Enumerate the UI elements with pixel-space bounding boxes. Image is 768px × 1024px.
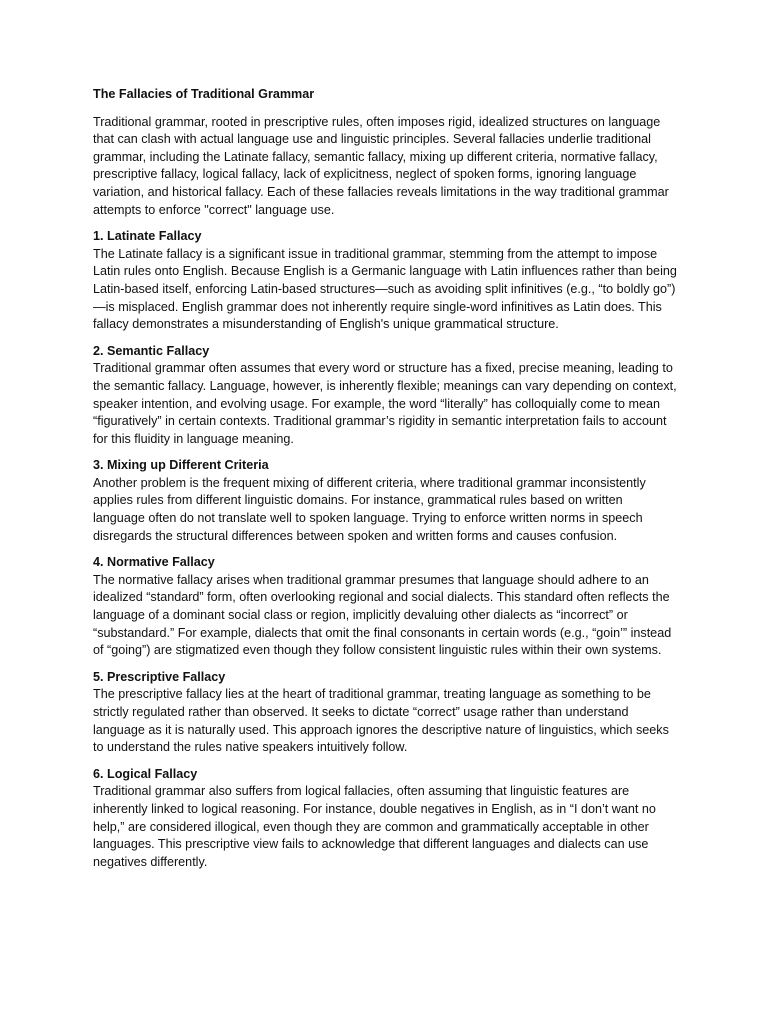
section-body: Another problem is the frequent mixing of different criteria, where traditional grammar inconsistently applies rules from different linguistic domains. For instance, grammatical rules based on written language often do not translate well to spoken language. Trying to enforce written norms in speech disregards the structural differences between spoken and written forms and causes confusion.	[93, 475, 646, 543]
section-heading: 6. Logical Fallacy	[93, 766, 198, 781]
document-content	[93, 86, 677, 880]
section-heading: 2. Semantic Fallacy	[93, 343, 210, 358]
section-body: The normative fallacy arises when traditional grammar presumes that language should adhere to an idealized “standard” form, often overlooking regional and social dialects. This standard often reflects the language of a dominant social class or region, implicitly devaluing other dialects as “incorrect” or “substandard.” For example, dialects that omit the final consonants in certain words (e.g., “goin’” instead of “going”) are stigmatized even though they follow consistent linguistic rules within their own systems.	[93, 572, 672, 658]
section-heading: 1. Latinate Fallacy	[93, 229, 202, 244]
section-heading: 5. Prescriptive Fallacy	[93, 669, 226, 684]
section-prescriptive-fallacy	[93, 669, 677, 757]
section-semantic-fallacy	[93, 343, 677, 449]
section-body: The prescriptive fallacy lies at the heart of traditional grammar, treating language as something to be strictly regulated rather than observed. It seeks to dictate “correct” usage rather than understand language as it is naturally used. This approach ignores the descriptive nature of linguistics, which seeks to understand the rules native speakers intuitively follow.	[93, 687, 669, 755]
section-heading: 3. Mixing up Different Criteria	[93, 458, 269, 473]
document-title: The Fallacies of Traditional Grammar	[93, 87, 315, 101]
section-normative-fallacy	[93, 554, 677, 660]
intro-paragraph: Traditional grammar, rooted in prescriptive rules, often imposes rigid, idealized structures on language that can clash with actual language use and linguistic principles. Several fallacies underlie traditional grammar, including the Latinate fallacy, semantic fallacy, mixing up different criteria, normative fallacy, prescriptive fallacy, logical fallacy, lack of explicitness, neglect of spoken forms, ignoring language variation, and historical fallacy. Each of these fallacies reveals limitations in the way traditional grammar attempts to enforce "correct" language use.	[93, 114, 669, 217]
section-body: Traditional grammar often assumes that every word or structure has a fixed, precise meaning, leading to the semantic fallacy. Language, however, is inherently flexible; meanings can vary depending on context, speaker intention, and evolving usage. For example, the word “literally” has colloquially come to mean “figuratively” in certain contexts. Traditional grammar’s rigidity in semantic interpretation fails to account for this fluidity in language meaning.	[93, 361, 677, 446]
section-mixing-criteria	[93, 457, 677, 545]
section-heading: 4. Normative Fallacy	[93, 555, 215, 570]
section-logical-fallacy	[93, 766, 677, 872]
section-latinate-fallacy	[93, 228, 677, 334]
section-body: Traditional grammar also suffers from logical fallacies, often assuming that linguistic features are inherently linked to logical reasoning. For instance, double negatives in English, as in “I don’t want no help,” are considered illogical, even though they are common and grammatically acceptable in other languages. This prescriptive view fails to acknowledge that different languages and dialects can use negatives differently.	[93, 784, 656, 869]
section-body: The Latinate fallacy is a significant issue in traditional grammar, stemming from the attempt to impose Latin rules onto English. Because English is a Germanic language with Latin influences rather than being Latin-based itself, enforcing Latin-based structures—such as avoiding split infinitives (e.g., “to boldly go”)—is misplaced. English grammar does not inherently require single-word infinitives as Latin does. This fallacy demonstrates a misunderstanding of English's unique grammatical structure.	[93, 246, 677, 332]
